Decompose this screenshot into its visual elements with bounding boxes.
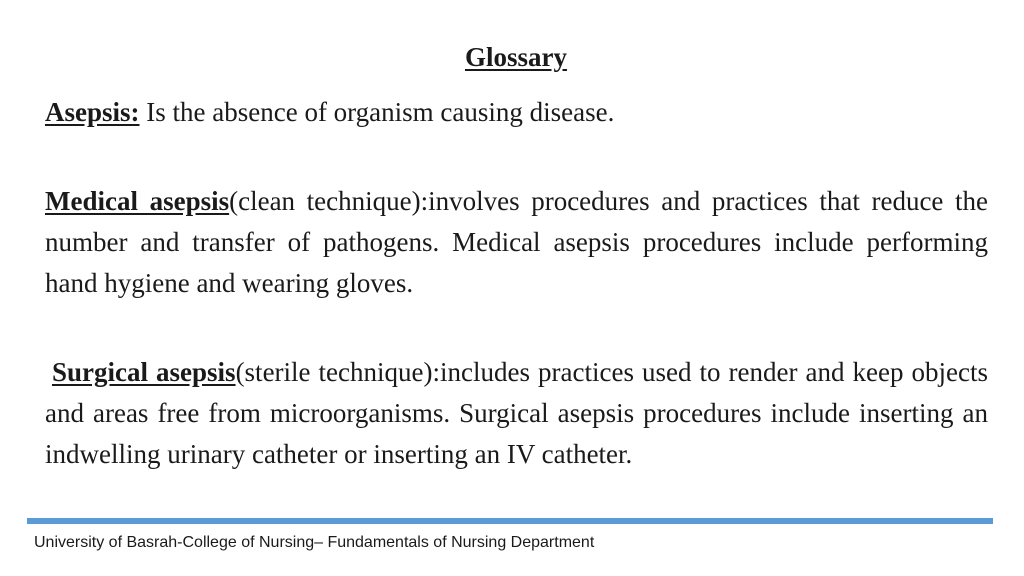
footer-divider <box>27 518 993 524</box>
definition-medical-asepsis <box>45 181 988 304</box>
definition-medical-asepsis-text: (clean technique):involves procedures and practices that reduce the number and transfer of pathogens. Medical asepsis procedures include performing hand hygiene and wearing gloves. <box>45 186 988 298</box>
term-medical-asepsis: Medical asepsis <box>45 186 230 216</box>
definition-surgical-asepsis <box>45 352 988 475</box>
footer-text: University of Basrah-College of Nursing– Fundamentals of Nursing Department <box>34 534 595 551</box>
definition-asepsis <box>45 92 988 133</box>
term-surgical-asepsis: Surgical asepsis <box>52 357 236 387</box>
definition-surgical-asepsis-text: (sterile technique):includes practices used to render and keep objects and areas free from microorganisms. Surgical asepsis procedures include inserting an indwelling urinary catheter or inserting an IV catheter. <box>45 357 988 469</box>
page-title: Glossary <box>464 42 567 72</box>
term-asepsis: Asepsis: <box>45 97 140 127</box>
definition-asepsis-text: Is the absence of organism causing disease. <box>139 97 615 127</box>
